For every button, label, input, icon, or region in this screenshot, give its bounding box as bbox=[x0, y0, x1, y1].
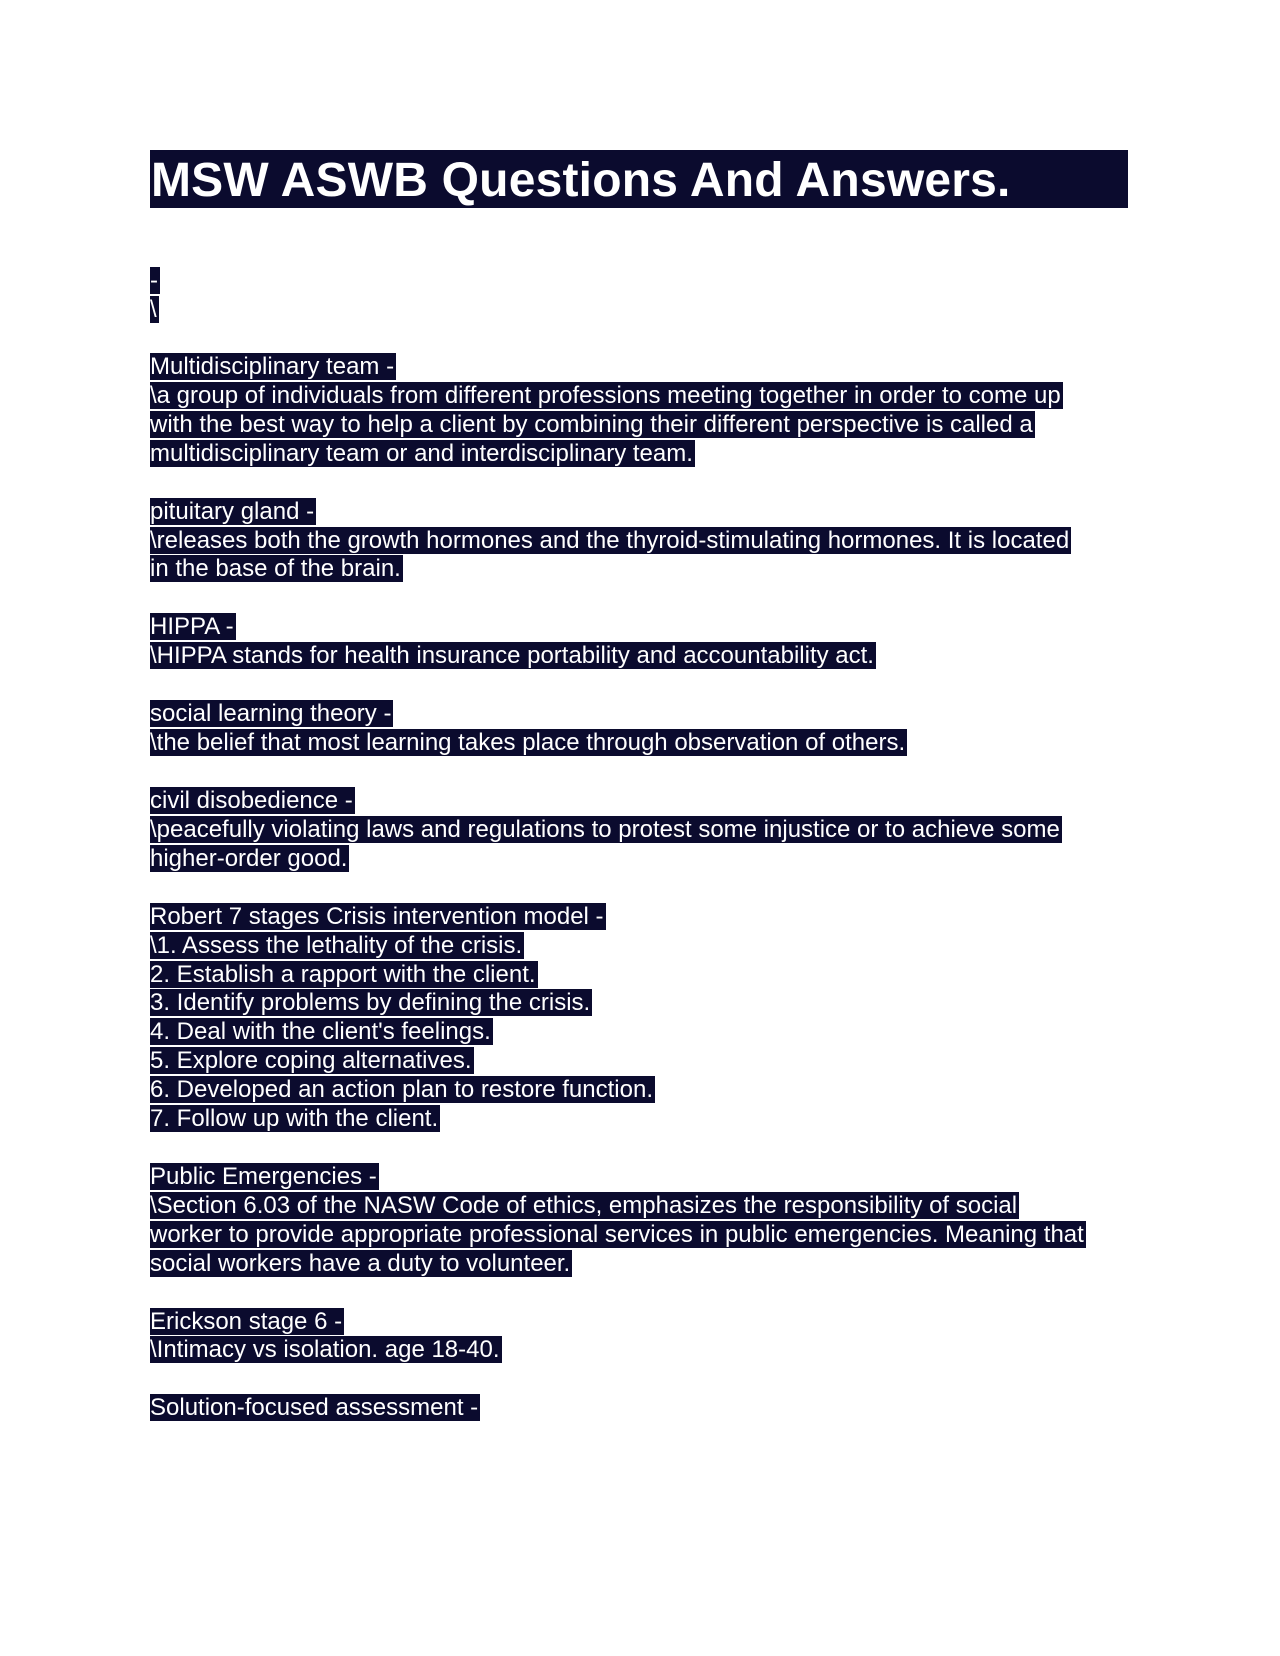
entry-definition-line: \HIPPA stands for health insurance portability and accountability act. bbox=[150, 642, 874, 670]
intro-line: \ bbox=[150, 296, 157, 323]
entry-definition-line: 6. Developed an action plan to restore function. bbox=[150, 1076, 653, 1104]
entry-definition-line: 5. Explore coping alternatives. bbox=[150, 1047, 472, 1075]
entry-definition-line: \peacefully violating laws and regulations to protest some injustice or to achieve some bbox=[150, 815, 1060, 843]
entry-term: Erickson stage 6 - bbox=[150, 1307, 343, 1335]
entry-term: Solution-focused assessment - bbox=[150, 1394, 479, 1422]
entry-definition-line: with the best way to help a client by combining their different perspective is called a bbox=[150, 410, 1033, 438]
entry-hippa bbox=[150, 613, 1130, 671]
document-title bbox=[150, 150, 1128, 208]
entry-definition-line: \a group of individuals from different professions meeting together in order to come up bbox=[150, 381, 1061, 409]
entry-term: Public Emergencies - bbox=[150, 1162, 377, 1190]
entry-definition-line: \releases both the growth hormones and the thyroid-stimulating hormones. It is located bbox=[150, 526, 1070, 554]
entry-definition-line: in the base of the brain. bbox=[150, 555, 401, 583]
entry-definition-line: \Section 6.03 of the NASW Code of ethics, emphasizes the responsibility of social bbox=[150, 1191, 1018, 1219]
document-page bbox=[150, 150, 1130, 1423]
entry-social-learning-theory bbox=[150, 700, 1130, 758]
entry-definition-line: 3. Identify problems by defining the crisis. bbox=[150, 989, 591, 1017]
entry-definition-line: \Intimacy vs isolation. age 18-40. bbox=[150, 1336, 500, 1364]
entry-term: Robert 7 stages Crisis intervention model - bbox=[150, 902, 604, 930]
entry-term: Multidisciplinary team - bbox=[150, 353, 395, 380]
entry-definition-line: 4. Deal with the client's feelings. bbox=[150, 1018, 491, 1046]
entry-definition-line: multidisciplinary team or and interdisciplinary team. bbox=[150, 439, 693, 467]
entry-civil-disobedience bbox=[150, 787, 1130, 874]
entry-term: HIPPA - bbox=[150, 613, 234, 641]
entry-multidisciplinary-team bbox=[150, 353, 1130, 469]
entry-erickson-stage-6 bbox=[150, 1308, 1130, 1366]
entry-crisis-intervention-model bbox=[150, 903, 1130, 1134]
entry-definition-line: 2. Establish a rapport with the client. bbox=[150, 960, 536, 988]
entry-pituitary-gland bbox=[150, 498, 1130, 585]
entry-definition-line: \the belief that most learning takes place through observation of others. bbox=[150, 729, 906, 757]
intro-block bbox=[150, 266, 1130, 324]
entry-definition-line: 7. Follow up with the client. bbox=[150, 1105, 439, 1133]
entry-term: civil disobedience - bbox=[150, 786, 353, 814]
entry-term: pituitary gland - bbox=[150, 497, 315, 525]
intro-line: - bbox=[150, 267, 158, 294]
entry-definition-line: \1. Assess the lethality of the crisis. bbox=[150, 931, 523, 959]
entry-public-emergencies bbox=[150, 1163, 1130, 1279]
entry-definition-line: worker to provide appropriate professional services in public emergencies. Meaning that bbox=[150, 1220, 1084, 1248]
document-title-text: MSW ASWB Questions And Answers. bbox=[151, 154, 1011, 207]
entry-term: social learning theory - bbox=[150, 700, 392, 728]
entry-solution-focused-assessment bbox=[150, 1394, 1130, 1423]
entry-definition-line: social workers have a duty to volunteer. bbox=[150, 1249, 571, 1277]
entry-definition-line: higher-order good. bbox=[150, 844, 348, 872]
